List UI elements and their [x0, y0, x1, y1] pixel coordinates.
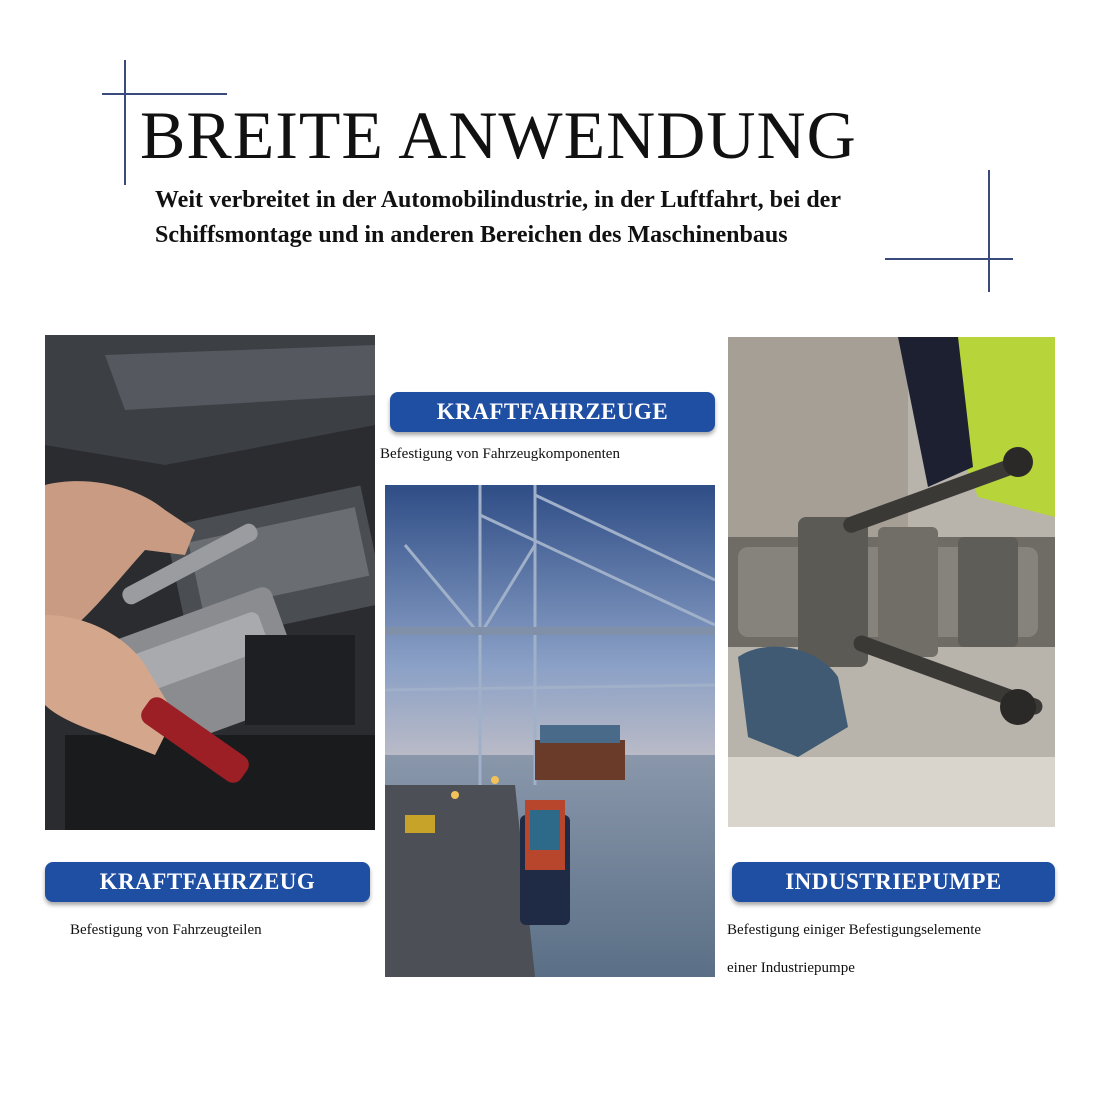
car-engine-photo: [45, 335, 375, 830]
badge-kraftfahrzeuge: KRAFTFAHRZEUGE: [390, 392, 715, 432]
car-engine-illustration: [45, 335, 375, 830]
caption-kraftfahrzeug: Befestigung von Fahrzeugteilen: [70, 922, 262, 938]
corner-line-vertical-left: [124, 60, 126, 185]
corner-line-horizontal-left: [102, 93, 227, 95]
caption-kraftfahrzeuge: Befestigung von Fahrzeugkomponenten: [380, 446, 620, 462]
badge-kraftfahrzeug: KRAFTFAHRZEUG: [45, 862, 370, 902]
page-description: Weit verbreitet in der Automobilindustrie, in der Luftfahrt, bei der Schiffsmontage und in anderen Bereichen des Maschinenbaus: [155, 187, 841, 248]
page-title: BREITE ANWENDUNG: [140, 97, 857, 173]
industrial-pump-illustration: [728, 337, 1055, 827]
corner-line-horizontal-right: [885, 258, 1013, 260]
port-photo: [385, 485, 715, 977]
port-illustration: [385, 485, 715, 977]
caption-industriepumpe-line2: einer Industriepumpe: [727, 960, 855, 976]
caption-industriepumpe-line1: Befestigung einiger Befestigungselemente: [727, 922, 982, 938]
industrial-pump-photo: [728, 337, 1055, 827]
badge-industriepumpe: INDUSTRIEPUMPE: [732, 862, 1055, 902]
